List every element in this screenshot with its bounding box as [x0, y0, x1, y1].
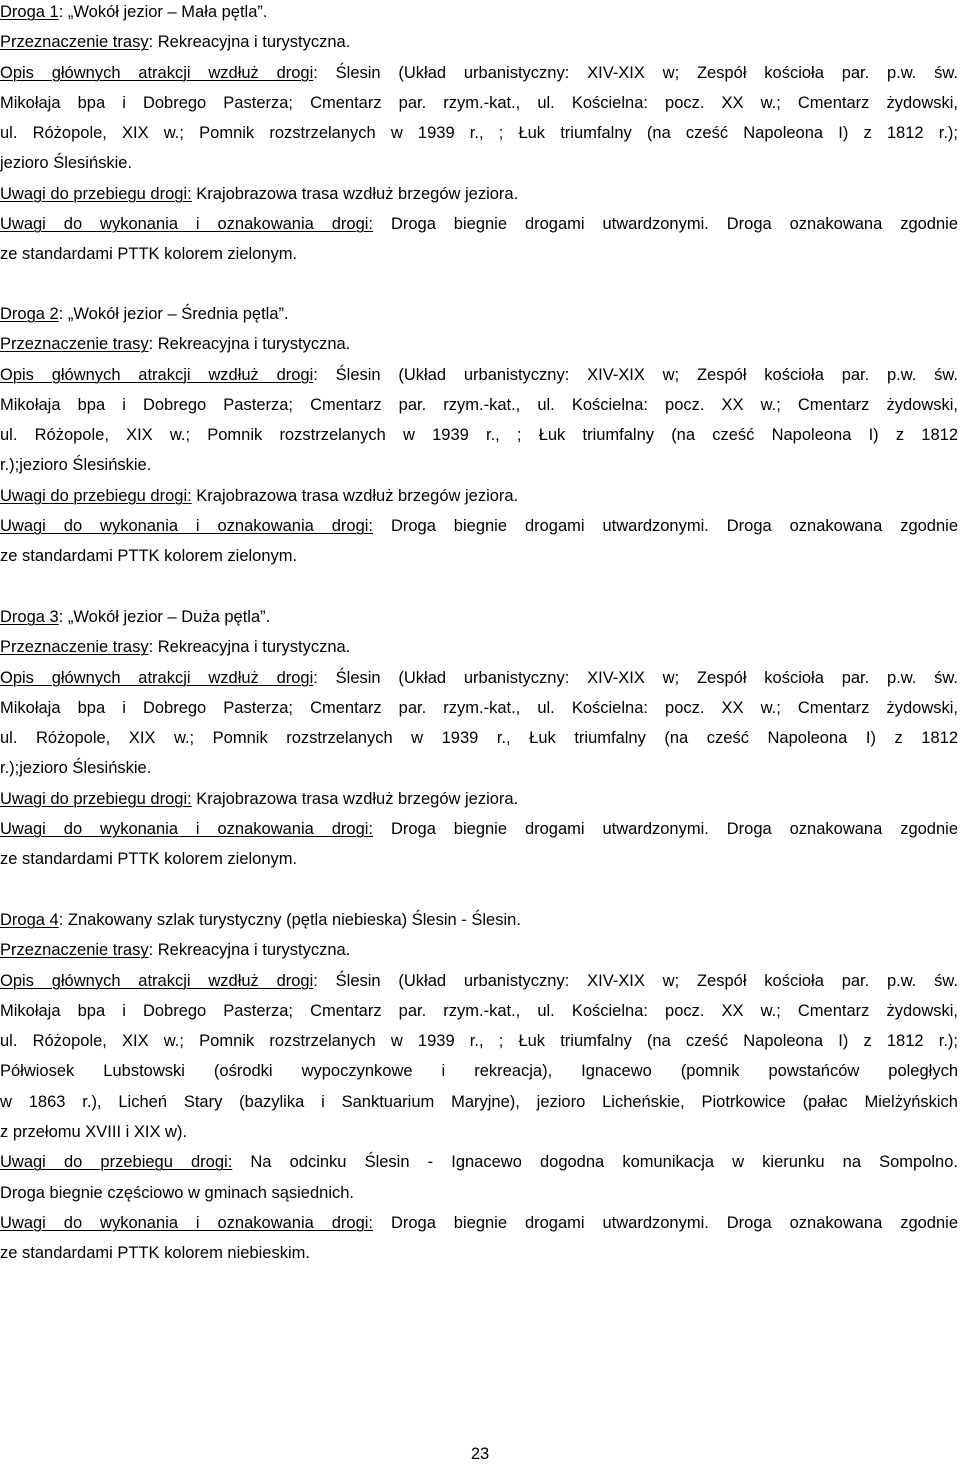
- attractions-line-1: [0, 966, 958, 996]
- route-notes-line: [0, 179, 958, 209]
- purpose-text: : Rekreacyjna i turystyczna.: [148, 941, 351, 960]
- road-title: [0, 0, 958, 27]
- road-title-text: : „Wokół jezior – Duża pętla”.: [58, 608, 271, 626]
- attractions-line-3: ul. Różopole, XIX w.; Pomnik rozstrzelanych w 1939 r., ; Łuk triumfalny (na cześć Napoleona I) z 1812 r.);: [0, 1032, 958, 1051]
- attractions-line-3: ul. Różopole, XIX w.; Pomnik rozstrzelanych w 1939 r., ; Łuk triumfalny (na cześć Napoleona I) z 1812 r.);: [0, 124, 958, 143]
- road-title-text: : „Wokół jezior – Mała pętla”.: [58, 3, 268, 21]
- route-notes-label: Uwagi do przebiegu drogi:: [0, 789, 192, 808]
- marking-notes-text: Droga biegnie drogami utwardzonymi. Droga oznakowana zgodnie: [373, 517, 958, 536]
- page-number: 23: [470, 1445, 490, 1463]
- purpose-text: : Rekreacyjna i turystyczna.: [148, 335, 351, 354]
- marking-notes-text: Droga biegnie drogami utwardzonymi. Droga oznakowana zgodnie: [373, 215, 958, 234]
- marking-notes-label: Uwagi do wykonania i oznakowania drogi:: [0, 1213, 374, 1232]
- road-title-label: Droga 4: [0, 911, 59, 929]
- attractions-line-4: r.);jezioro Ślesińskie.: [0, 759, 152, 778]
- route-notes-line: [0, 1147, 958, 1177]
- road-title: [0, 299, 958, 329]
- marking-notes-line-1: [0, 511, 958, 541]
- attractions-line-4: r.);jezioro Ślesińskie.: [0, 456, 152, 475]
- attractions-text: : Ślesin (Układ urbanistyczny: XIV-XIX w; Zespół kościoła par. p.w. św.: [313, 365, 958, 384]
- marking-notes-line-2: ze standardami PTTK kolorem zielonym.: [0, 850, 298, 869]
- attractions-line-1: [0, 58, 958, 88]
- purpose-line: [0, 632, 958, 662]
- route-notes-text: Krajobrazowa trasa wzdłuż brzegów jeziora.: [191, 486, 519, 505]
- attractions-line-4: Półwiosek Lubstowski (ośrodki wypoczynkowe i rekreacja), Ignacewo (pomnik powstańców poległych: [0, 1062, 958, 1081]
- road-section-3: [0, 602, 958, 875]
- attractions-text: : Ślesin (Układ urbanistyczny: XIV-XIX w; Zespół kościoła par. p.w. św.: [313, 668, 958, 687]
- route-notes-text: Krajobrazowa trasa wzdłuż brzegów jeziora.: [191, 789, 519, 808]
- purpose-label: Przeznaczenie trasy: [0, 638, 149, 657]
- road-section-4: [0, 905, 958, 1269]
- attractions-label: Opis głównych atrakcji wzdłuż drogi: [0, 971, 314, 990]
- attractions-line-2: Mikołaja bpa i Dobrego Pasterza; Cmentarz par. rzym.-kat., ul. Kościelna: pocz. XX w.; Cmentarz żydowski,: [0, 395, 958, 414]
- attractions-line-6: z przełomu XVIII i XIX w).: [0, 1123, 188, 1142]
- attractions-label: Opis głównych atrakcji wzdłuż drogi: [0, 365, 314, 384]
- marking-notes-line-2: ze standardami PTTK kolorem niebieskim.: [0, 1244, 310, 1263]
- road-section-2: [0, 299, 958, 572]
- attractions-text: : Ślesin (Układ urbanistyczny: XIV-XIX w; Zespół kościoła par. p.w. św.: [313, 971, 958, 990]
- marking-notes-label: Uwagi do wykonania i oznakowania drogi:: [0, 215, 374, 234]
- marking-notes-line-1: [0, 1208, 958, 1238]
- route-notes-label: Uwagi do przebiegu drogi:: [0, 486, 192, 505]
- road-title-text: : Znakowany szlak turystyczny (pętla niebieska) Ślesin - Ślesin.: [58, 911, 521, 929]
- purpose-text: : Rekreacyjna i turystyczna.: [148, 638, 351, 657]
- marking-notes-text: Droga biegnie drogami utwardzonymi. Droga oznakowana zgodnie: [373, 1213, 958, 1232]
- attractions-label: Opis głównych atrakcji wzdłuż drogi: [0, 63, 314, 82]
- attractions-text: : Ślesin (Układ urbanistyczny: XIV-XIX w; Zespół kościoła par. p.w. św.: [313, 63, 958, 82]
- road-title-label: Droga 2: [0, 305, 59, 323]
- marking-notes-text: Droga biegnie drogami utwardzonymi. Droga oznakowana zgodnie: [373, 820, 958, 839]
- attractions-line-5: w 1863 r.), Licheń Stary (bazylika i Sanktuarium Maryjne), jezioro Licheńskie, Piotrkowice (pałac Mielżyńskich: [0, 1092, 958, 1111]
- route-notes-label: Uwagi do przebiegu drogi:: [0, 1153, 233, 1172]
- attractions-line-2: Mikołaja bpa i Dobrego Pasterza; Cmentarz par. rzym.-kat., ul. Kościelna: pocz. XX w.; Cmentarz żydowski,: [0, 698, 958, 717]
- marking-notes-label: Uwagi do wykonania i oznakowania drogi:: [0, 820, 374, 839]
- marking-notes-line-1: [0, 814, 958, 844]
- purpose-line: [0, 329, 958, 359]
- road-title: [0, 602, 958, 632]
- route-notes-line: [0, 481, 958, 511]
- road-section-1: [0, 0, 958, 270]
- road-title-label: Droga 1: [0, 3, 59, 21]
- purpose-line: [0, 935, 958, 965]
- road-title-label: Droga 3: [0, 608, 59, 626]
- attractions-line-3: ul. Różopole, XIX w.; Pomnik rozstrzelanych w 1939 r., ; Łuk triumfalny (na cześć Napoleona I) z 1812: [0, 426, 958, 445]
- attractions-line-4: jezioro Ślesińskie.: [0, 154, 133, 173]
- purpose-text: : Rekreacyjna i turystyczna.: [148, 33, 351, 52]
- route-notes-text: Na odcinku Ślesin - Ignacewo dogodna komunikacja w kierunku na Sompolno.: [232, 1153, 958, 1172]
- purpose-label: Przeznaczenie trasy: [0, 941, 149, 960]
- purpose-label: Przeznaczenie trasy: [0, 33, 149, 52]
- marking-notes-line-1: [0, 209, 958, 239]
- attractions-line-1: [0, 360, 958, 390]
- attractions-label: Opis głównych atrakcji wzdłuż drogi: [0, 668, 314, 687]
- attractions-line-1: [0, 663, 958, 693]
- purpose-line: [0, 27, 958, 57]
- marking-notes-line-2: ze standardami PTTK kolorem zielonym.: [0, 547, 298, 566]
- purpose-label: Przeznaczenie trasy: [0, 335, 149, 354]
- route-notes-label: Uwagi do przebiegu drogi:: [0, 184, 192, 203]
- route-notes-text: Krajobrazowa trasa wzdłuż brzegów jeziora.: [191, 184, 519, 203]
- marking-notes-label: Uwagi do wykonania i oznakowania drogi:: [0, 517, 374, 536]
- attractions-line-2: Mikołaja bpa i Dobrego Pasterza; Cmentarz par. rzym.-kat., ul. Kościelna: pocz. XX w.; Cmentarz żydowski,: [0, 1001, 958, 1020]
- road-title: [0, 905, 958, 935]
- marking-notes-line-2: ze standardami PTTK kolorem zielonym.: [0, 245, 298, 264]
- attractions-line-3: ul. Różopole, XIX w.; Pomnik rozstrzelanych w 1939 r., Łuk triumfalny (na cześć Napoleona I) z 1812: [0, 729, 958, 748]
- route-notes-line-2: Droga biegnie częściowo w gminach sąsiednich.: [0, 1183, 355, 1202]
- route-notes-line: [0, 784, 958, 814]
- attractions-line-2: Mikołaja bpa i Dobrego Pasterza; Cmentarz par. rzym.-kat., ul. Kościelna: pocz. XX w.; Cmentarz żydowski,: [0, 93, 958, 112]
- road-title-text: : „Wokół jezior – Średnia pętla”.: [58, 305, 289, 323]
